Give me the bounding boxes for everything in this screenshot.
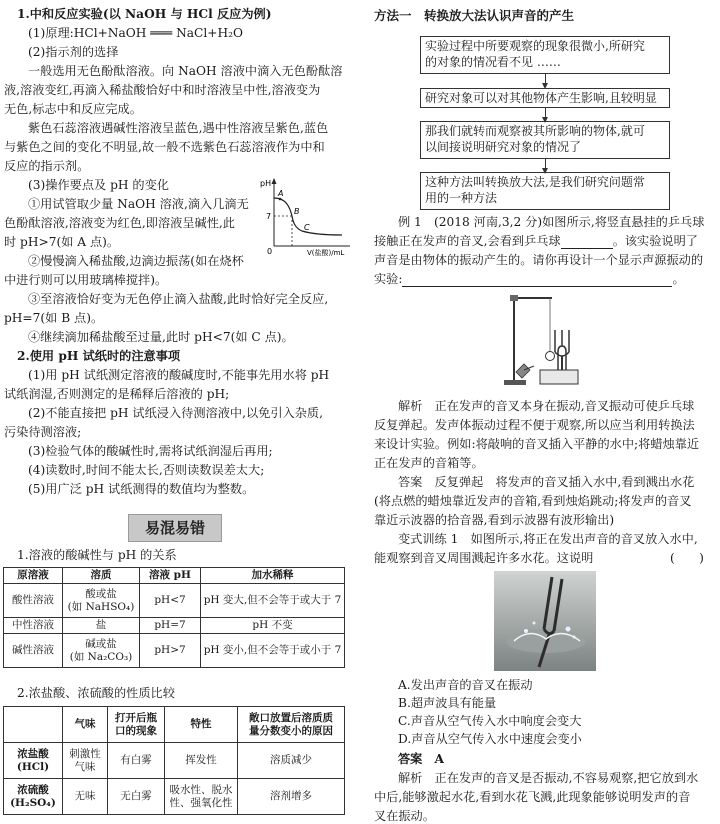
flow-text: 那我们就转而观察被其所影响的物体,就可 <box>425 124 645 138</box>
analysis-line: 反复弹起。发声体振动过程不便于观察,所以应当利用转换法 <box>374 418 695 432</box>
text-line: (4)读数时,时间不能太长,否则读数误差太大; <box>28 463 265 477</box>
cell-text: (H₂SO₄) <box>10 796 56 809</box>
table-row <box>4 584 345 618</box>
analysis2-line: 解析 正在发声的音叉是否振动,不容易观察,把它放到水 <box>398 771 699 785</box>
table-row <box>4 634 345 668</box>
table1-title: 1.溶液的酸碱性与 pH 的关系 <box>17 548 177 562</box>
table-header: 溶质 <box>63 568 140 584</box>
table-cell: 无味 <box>63 779 108 815</box>
analysis2-line: 叉在振动。 <box>374 809 435 823</box>
example-line <box>374 271 685 287</box>
table-header: 加水稀释 <box>201 568 345 584</box>
table-cell <box>165 779 238 815</box>
point-a-label: A <box>278 189 284 198</box>
method-title: 方法一 转换放大法认识声音的产生 <box>374 8 575 23</box>
option-c: C.声音从空气传入水中响度会变大 <box>398 714 582 728</box>
table-cell: 挥发性 <box>165 743 238 779</box>
example-text: 实验: <box>374 272 403 286</box>
point-c-label: C <box>304 223 310 232</box>
table-cell <box>63 634 140 668</box>
answer-line: 答案 反复弹起 将发声的音叉插入水中,看到溅出水花 <box>398 475 695 489</box>
table-cell: 溶质减少 <box>238 743 345 779</box>
cell-text: (如 Na₂CO₃) <box>69 650 133 663</box>
point-b-label: B <box>294 207 300 216</box>
variant-line: 变式训练 1 如图所示,将正在发出声音的音叉放入水中, <box>398 532 698 546</box>
table-cell: 中性溶液 <box>4 618 63 634</box>
cell-text: 浓盐酸 <box>17 747 49 760</box>
variant-line: 能观察到音叉周围溅起许多水花。这说明 <box>374 551 594 565</box>
table-header <box>108 707 165 743</box>
flow-box-3 <box>420 121 670 159</box>
section-heading-ph-paper: 2.使用 pH 试纸时的注意事项 <box>17 349 181 363</box>
table-cell <box>63 584 140 618</box>
down-arrow-icon <box>545 159 546 169</box>
text-line: 时 pH>7(如 A 点)。 <box>4 235 120 249</box>
table-cell <box>63 743 108 779</box>
text-line: (2)指示剂的选择 <box>28 45 119 59</box>
text-line: 与紫色之间的变化不明显,故一般不选紫色石蕊溶液作为中和 <box>4 140 325 154</box>
answer-line: 靠近示波器的拾音器,看到示波器有波形输出) <box>374 513 615 527</box>
flow-text: 实验过程中所要观察的现象很微小,所研究 <box>425 39 645 53</box>
table-header <box>4 707 63 743</box>
table-header: 原溶液 <box>4 568 63 584</box>
text-line: ③至溶液恰好变为无色停止滴入盐酸,此时恰好完全反应, <box>28 292 329 306</box>
text-line: (5)用广泛 pH 试纸测得的数值均为整数。 <box>28 482 255 496</box>
table-header: 气味 <box>63 707 108 743</box>
text-line: (1)原理:HCl+NaOH ═══ NaCl+H₂O <box>28 26 243 40</box>
flow-box-1 <box>420 36 670 74</box>
table-cell: 碱性溶液 <box>4 634 63 668</box>
table-cell: 酸性溶液 <box>4 584 63 618</box>
table-cell: pH 不变 <box>201 618 345 634</box>
text-line: 色酚酞溶液,溶液变为红色,即溶液呈碱性,此 <box>4 216 235 230</box>
example-text: 接触正在发声的音叉,会看到乒乓球 <box>374 234 561 248</box>
acid-comparison-table <box>3 706 345 815</box>
table-cell <box>4 743 63 779</box>
table-cell: pH>7 <box>140 634 201 668</box>
answer-line: (将点燃的蜡烛靠近发声的音箱,看到烛焰跳动;将发声的音叉 <box>374 494 692 508</box>
text-line: (2)不能直接把 pH 试纸浸入待测溶液中,以免引入杂质, <box>28 406 323 420</box>
graph-y-label: pH <box>260 179 272 188</box>
text-line: 反应的指示剂。 <box>4 159 90 173</box>
table-cell: pH<7 <box>140 584 201 618</box>
table-cell: 溶剂增多 <box>238 779 345 815</box>
text-line: 污染待测溶液; <box>4 425 82 439</box>
answer-blank <box>402 274 672 287</box>
table-header: 特性 <box>165 707 238 743</box>
graph-origin: 0 <box>267 247 273 256</box>
analysis-line: 解析 正在发声的音叉本身在振动,音叉振动可使乒乓球 <box>398 399 695 413</box>
option-b: B.超声波具有能量 <box>398 696 497 710</box>
table-cell: 盐 <box>63 618 140 634</box>
text-line: ①用试管取少量 NaOH 溶液,滴入几滴无 <box>28 197 249 211</box>
flow-text: 这种方法叫转换放大法,是我们研究问题常 <box>425 175 645 189</box>
table-header <box>238 707 345 743</box>
option-d: D.声音从空气传入水中速度会变小 <box>398 732 582 746</box>
cell-text: (HCl) <box>16 760 50 773</box>
text-line: 紫色石蕊溶液遇碱性溶液呈蓝色,遇中性溶液呈紫色,蓝色 <box>28 121 329 135</box>
section-heading-neutralization: 1.中和反应实验(以 NaOH 与 HCl 反应为例) <box>17 7 272 21</box>
analysis-line: 正在发声的音箱等。 <box>374 456 484 470</box>
text-line: pH=7(如 B 点)。 <box>4 311 104 325</box>
example-line: 声音是由物体的振动产生的。请你再设计一个显示声源振动的 <box>374 253 704 267</box>
tuning-fork-apparatus-figure <box>500 290 600 392</box>
text-line: (1)用 pH 试纸测定溶液的酸碱度时,不能事先用水将 pH <box>28 368 330 382</box>
cell-text: 量分数变小的原因 <box>249 724 333 737</box>
table-header-row <box>4 707 345 743</box>
table-header-row <box>4 568 345 584</box>
cell-text: (如 NaHSO₄) <box>67 600 135 613</box>
cell-text: 气味 <box>74 760 96 773</box>
text-line: 液,溶液变红,再滴入稀盐酸恰好中和时溶液呈中性,溶液变为 <box>4 83 321 97</box>
answer-blank <box>561 236 613 249</box>
example-text: 。 <box>672 272 685 286</box>
ph-titration-graph <box>262 176 354 258</box>
text-line: 中进行则可以用玻璃棒搅拌)。 <box>4 273 168 287</box>
cell-text: 性、强氧化性 <box>169 796 233 809</box>
text-line: 一般选用无色酚酞溶液。向 NaOH 溶液中滴入无色酚酞溶 <box>28 64 343 78</box>
text-line: ②慢慢滴入稀盐酸,边滴边振荡(如在烧杯 <box>28 254 244 268</box>
cell-text: 打开后瓶 <box>115 711 157 724</box>
flow-box-2 <box>420 88 670 108</box>
down-arrow-icon <box>545 74 546 84</box>
flow-text: 研究对象可以对其他物体产生影响,且较明显 <box>425 91 657 105</box>
text-line: 试纸润湿,否则测定的是稀释后溶液的 pH; <box>4 387 230 401</box>
flow-text: 以间接说明研究对象的情况了 <box>425 140 582 154</box>
graph-x-label: V(盐酸)/mL <box>307 249 345 257</box>
flow-text: 的对象的情况看不见 …… <box>425 55 561 69</box>
cell-text: 口的现象 <box>115 724 157 737</box>
cell-text: 吸水性、脱水 <box>169 783 233 796</box>
text-line: (3)操作要点及 pH 的变化 <box>28 178 169 192</box>
table-cell: pH 变小,但不会等于或小于 7 <box>201 634 345 668</box>
cell-text: 碱或盐 <box>85 637 117 650</box>
acid-base-ph-table <box>3 567 345 668</box>
table-row <box>4 618 345 634</box>
table2-title: 2.浓盐酸、浓硫酸的性质比较 <box>17 686 175 700</box>
table-cell: 无白雾 <box>108 779 165 815</box>
analysis2-line: 中后,能够激起水花,看到水花飞溅,此现象能够说明发声的音 <box>374 790 691 804</box>
analysis-line: 来设计实验。例如:将敲响的音叉插入平静的水中;将蜡烛靠近 <box>374 437 700 451</box>
cell-text: 刺激性 <box>69 747 101 760</box>
answer-2: 答案 A <box>398 752 445 766</box>
table-cell: pH=7 <box>140 618 201 634</box>
option-a: A.发出声音的音叉在振动 <box>398 678 533 692</box>
example-line <box>374 233 698 249</box>
flow-text: 用的一种方法 <box>425 191 498 205</box>
example-text: 例 1 (2018 河南,3,2 分)如图所示,将竖直悬挂的乒乓球 <box>398 215 705 229</box>
text-line: (3)检验气体的酸碱性时,需将试纸润湿后再用; <box>28 444 273 458</box>
table-row <box>4 743 345 779</box>
section-badge: 易混易错 <box>128 514 222 542</box>
graph-ref-value: 7 <box>266 212 272 221</box>
table-cell <box>4 779 63 815</box>
text-line: 无色,标志中和反应完成。 <box>4 102 142 116</box>
answer-parentheses: ( ) <box>670 551 704 565</box>
table-cell: pH 变大,但不会等于或大于 7 <box>201 584 345 618</box>
cell-text: 酸或盐 <box>85 587 117 600</box>
cell-text: 浓硫酸 <box>17 783 49 796</box>
table-cell: 有白雾 <box>108 743 165 779</box>
tuning-fork-in-water-photo <box>494 571 596 671</box>
table-header: 溶液 pH <box>140 568 201 584</box>
table-row <box>4 779 345 815</box>
example-line <box>398 214 704 230</box>
example-text: 。该实验说明了 <box>612 234 698 248</box>
text-line: ④继续滴加稀盐酸至过量,此时 pH<7(如 C 点)。 <box>28 330 294 344</box>
down-arrow-icon <box>545 108 546 118</box>
flow-box-4 <box>420 172 670 210</box>
cell-text: 敞口放置后溶质质 <box>249 711 333 724</box>
